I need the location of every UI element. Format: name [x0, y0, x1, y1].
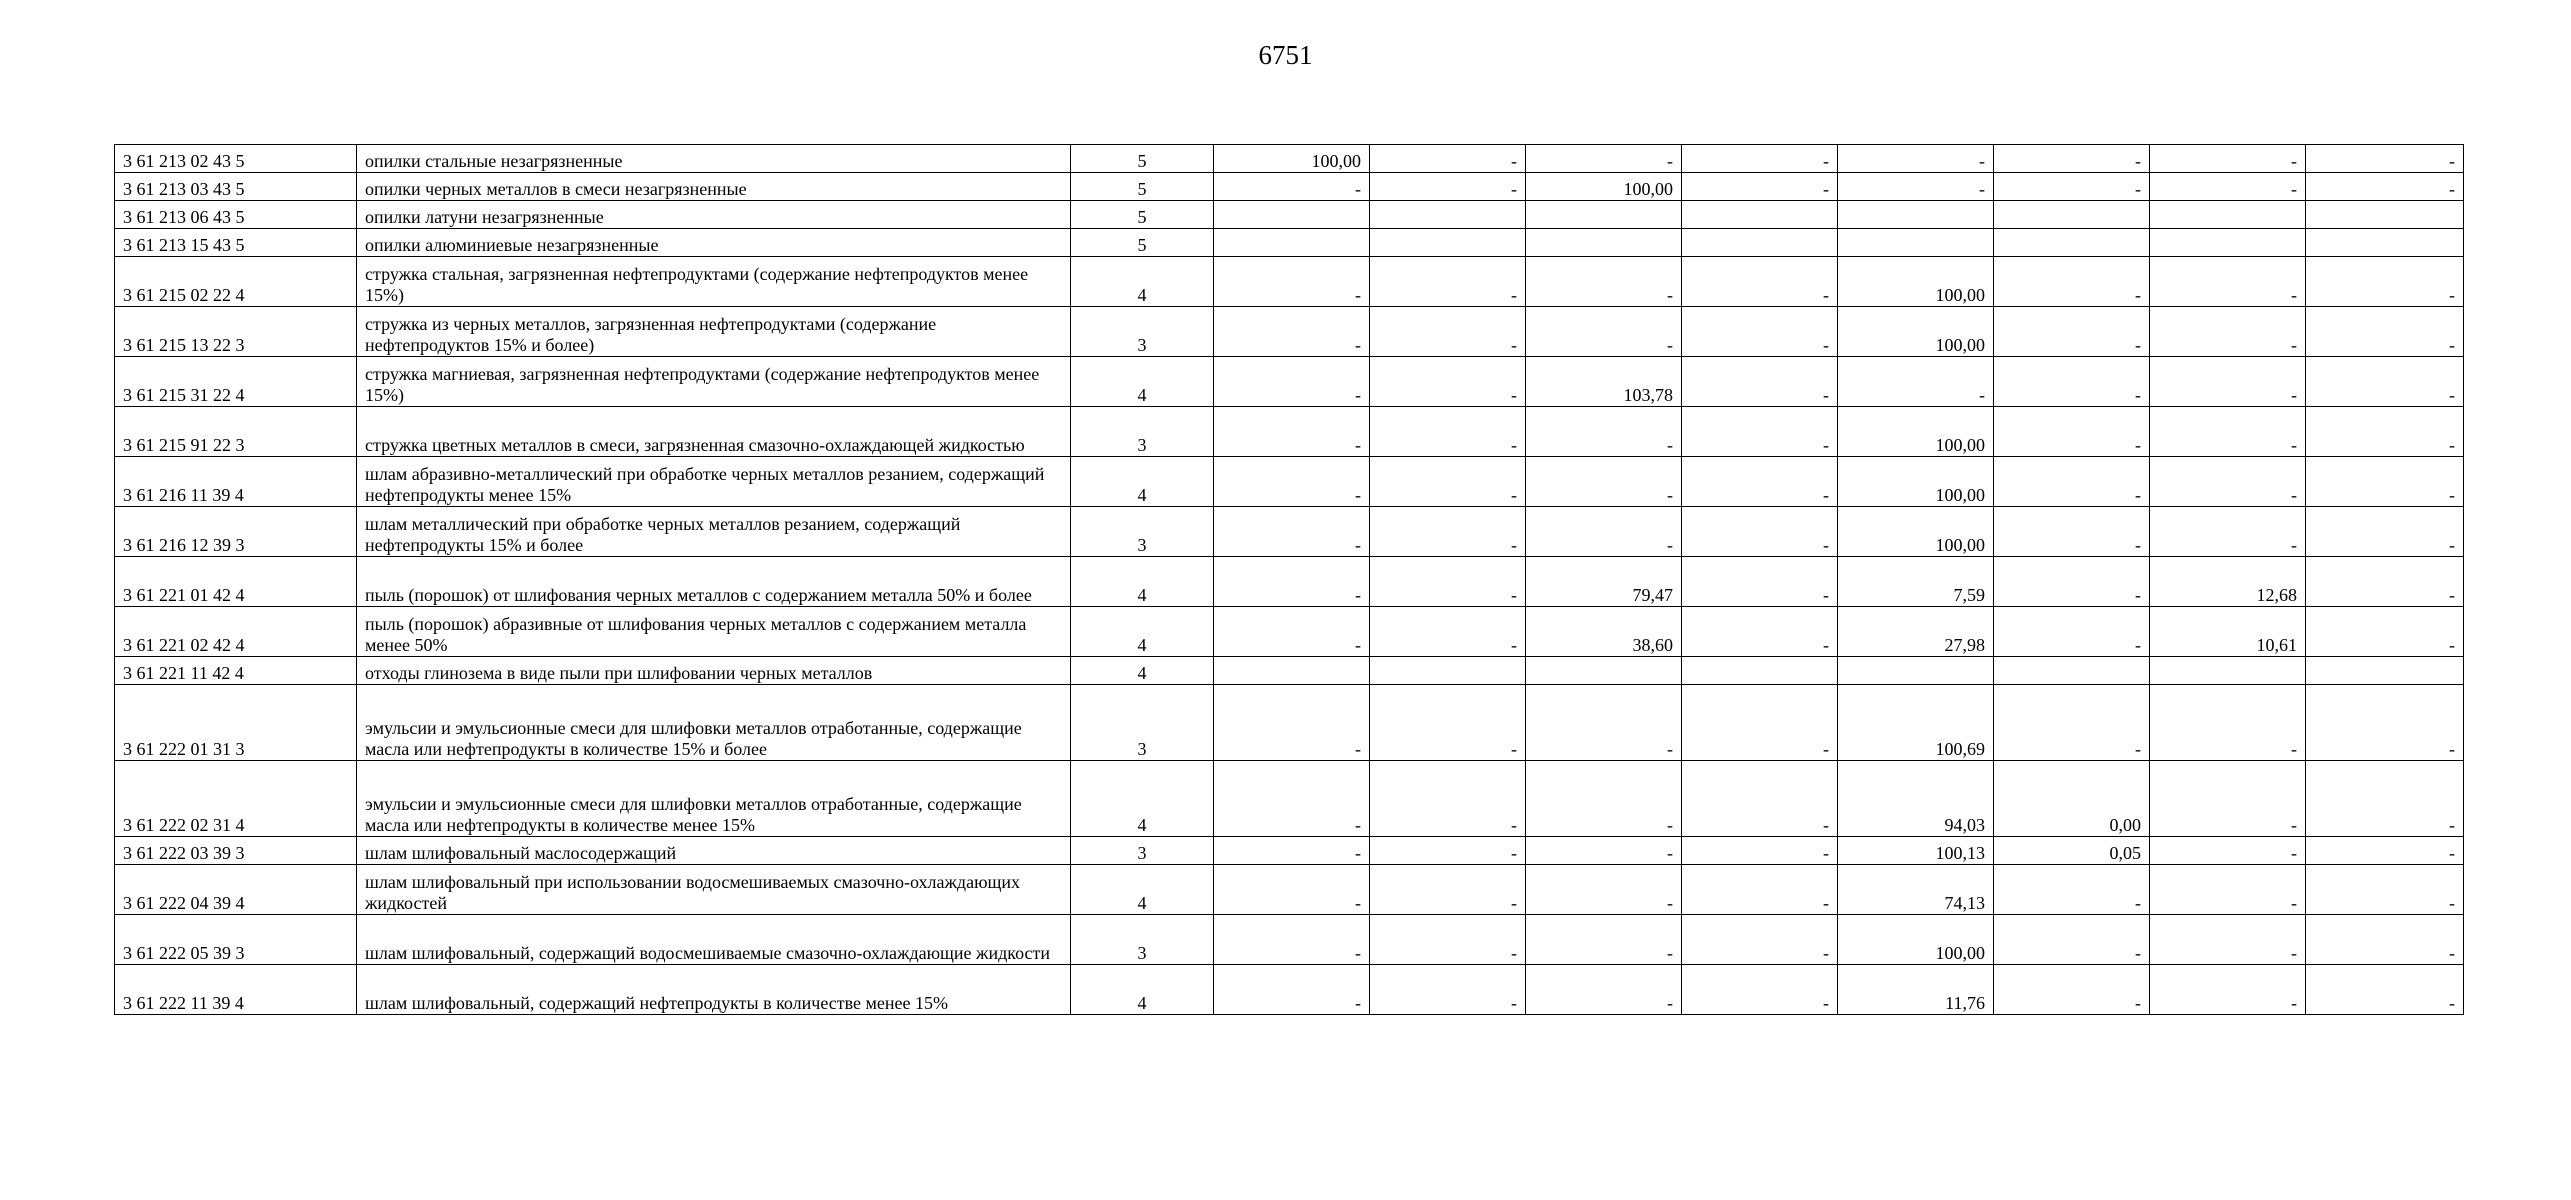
table-row	[115, 761, 2464, 837]
waste-name-cell: стружка из черных металлов, загрязненная нефтепродуктами (содержание нефтепродуктов 15% и более)	[357, 307, 1071, 357]
value-cell: -	[1370, 407, 1526, 457]
value-cell: -	[1526, 145, 1682, 173]
waste-code-cell: 3 61 221 01 42 4	[115, 557, 357, 607]
hazard-class-cell: 3	[1071, 915, 1214, 965]
hazard-class-cell: 4	[1071, 761, 1214, 837]
waste-code-cell: 3 61 222 05 39 3	[115, 915, 357, 965]
value-cell: -	[1526, 457, 1682, 507]
hazard-class-cell: 4	[1071, 965, 1214, 1015]
value-cell	[2306, 229, 2464, 257]
waste-name-cell: опилки алюминиевые незагрязненные	[357, 229, 1071, 257]
value-cell: -	[1682, 837, 1838, 865]
waste-code-cell: 3 61 213 15 43 5	[115, 229, 357, 257]
value-cell: -	[1994, 357, 2150, 407]
waste-code-cell: 3 61 222 03 39 3	[115, 837, 357, 865]
table-row	[115, 307, 2464, 357]
waste-name-cell: опилки черных металлов в смеси незагрязненные	[357, 173, 1071, 201]
value-cell: -	[1994, 507, 2150, 557]
value-cell: -	[1214, 865, 1370, 915]
waste-name-cell: стружка магниевая, загрязненная нефтепродуктами (содержание нефтепродуктов менее 15%)	[357, 357, 1071, 407]
value-cell: -	[1682, 685, 1838, 761]
value-cell: -	[1370, 557, 1526, 607]
value-cell	[2306, 657, 2464, 685]
waste-code-cell: 3 61 215 31 22 4	[115, 357, 357, 407]
value-cell: -	[2150, 761, 2306, 837]
value-cell: -	[2306, 685, 2464, 761]
table-row	[115, 145, 2464, 173]
waste-code-cell: 3 61 216 12 39 3	[115, 507, 357, 557]
value-cell: -	[2306, 865, 2464, 915]
waste-name-cell: шлам шлифовальный, содержащий водосмешиваемые смазочно-охлаждающие жидкости	[357, 915, 1071, 965]
value-cell: -	[1994, 257, 2150, 307]
value-cell	[1370, 201, 1526, 229]
waste-name-cell: шлам шлифовальный при использовании водосмешиваемых смазочно-охлаждающих жидкостей	[357, 865, 1071, 915]
hazard-class-cell: 5	[1071, 145, 1214, 173]
value-cell: -	[1370, 257, 1526, 307]
value-cell	[2150, 201, 2306, 229]
table-row	[115, 915, 2464, 965]
table-row	[115, 407, 2464, 457]
value-cell: -	[1214, 685, 1370, 761]
value-cell: -	[1214, 357, 1370, 407]
value-cell: -	[1526, 837, 1682, 865]
value-cell: -	[2150, 915, 2306, 965]
value-cell: -	[1214, 257, 1370, 307]
value-cell: -	[1994, 915, 2150, 965]
value-cell: -	[1370, 507, 1526, 557]
value-cell: -	[2306, 507, 2464, 557]
hazard-class-cell: 3	[1071, 685, 1214, 761]
value-cell: -	[1526, 865, 1682, 915]
value-cell: -	[2150, 837, 2306, 865]
hazard-class-cell: 4	[1071, 865, 1214, 915]
value-cell: -	[1682, 607, 1838, 657]
value-cell: -	[1370, 457, 1526, 507]
value-cell: -	[1994, 865, 2150, 915]
value-cell: -	[2306, 257, 2464, 307]
value-cell: -	[1526, 407, 1682, 457]
value-cell: -	[1370, 761, 1526, 837]
value-cell: -	[1682, 307, 1838, 357]
waste-name-cell: эмульсии и эмульсионные смеси для шлифовки металлов отработанные, содержащие масла или нефтепродукты в количестве менее 15%	[357, 761, 1071, 837]
value-cell: -	[1682, 173, 1838, 201]
hazard-class-cell: 4	[1071, 657, 1214, 685]
value-cell: -	[1838, 145, 1994, 173]
value-cell	[1994, 229, 2150, 257]
value-cell: -	[1214, 761, 1370, 837]
waste-name-cell: шлам шлифовальный, содержащий нефтепродукты в количестве менее 15%	[357, 965, 1071, 1015]
value-cell	[1214, 201, 1370, 229]
hazard-class-cell: 3	[1071, 307, 1214, 357]
value-cell: -	[1370, 837, 1526, 865]
value-cell: -	[2306, 837, 2464, 865]
value-cell: 12,68	[2150, 557, 2306, 607]
value-cell: 100,00	[1838, 457, 1994, 507]
value-cell: -	[2150, 307, 2306, 357]
value-cell: -	[1994, 557, 2150, 607]
waste-name-cell: опилки латуни незагрязненные	[357, 201, 1071, 229]
value-cell: -	[2306, 145, 2464, 173]
table-row	[115, 657, 2464, 685]
hazard-class-cell: 4	[1071, 607, 1214, 657]
value-cell: -	[1994, 685, 2150, 761]
value-cell	[1370, 657, 1526, 685]
value-cell: -	[1214, 307, 1370, 357]
value-cell: -	[1370, 307, 1526, 357]
hazard-class-cell: 4	[1071, 357, 1214, 407]
value-cell: -	[1682, 557, 1838, 607]
table-row	[115, 229, 2464, 257]
value-cell: 100,00	[1838, 407, 1994, 457]
value-cell: 100,13	[1838, 837, 1994, 865]
value-cell: -	[1994, 307, 2150, 357]
value-cell: -	[2306, 761, 2464, 837]
value-cell	[1214, 657, 1370, 685]
value-cell: 7,59	[1838, 557, 1994, 607]
hazard-class-cell: 5	[1071, 229, 1214, 257]
waste-table	[114, 144, 2464, 1015]
value-cell	[1682, 657, 1838, 685]
value-cell: -	[1838, 173, 1994, 201]
value-cell: -	[1526, 761, 1682, 837]
value-cell	[1682, 229, 1838, 257]
value-cell: -	[1682, 145, 1838, 173]
waste-code-cell: 3 61 213 06 43 5	[115, 201, 357, 229]
value-cell: 38,60	[1526, 607, 1682, 657]
value-cell	[1526, 657, 1682, 685]
value-cell: 103,78	[1526, 357, 1682, 407]
value-cell	[2150, 229, 2306, 257]
waste-name-cell: отходы глинозема в виде пыли при шлифовании черных металлов	[357, 657, 1071, 685]
value-cell: -	[2306, 607, 2464, 657]
value-cell: -	[1370, 145, 1526, 173]
waste-table-body	[115, 145, 2464, 1015]
value-cell: -	[1526, 685, 1682, 761]
value-cell	[1994, 657, 2150, 685]
waste-name-cell: опилки стальные незагрязненные	[357, 145, 1071, 173]
value-cell	[1994, 201, 2150, 229]
waste-name-cell: шлам металлический при обработке черных металлов резанием, содержащий нефтепродукты 15% и более	[357, 507, 1071, 557]
waste-code-cell: 3 61 215 91 22 3	[115, 407, 357, 457]
value-cell	[1838, 229, 1994, 257]
value-cell: -	[1682, 965, 1838, 1015]
value-cell: -	[1994, 965, 2150, 1015]
value-cell: -	[1214, 965, 1370, 1015]
value-cell: -	[1994, 607, 2150, 657]
value-cell: -	[1370, 607, 1526, 657]
value-cell	[1838, 201, 1994, 229]
waste-name-cell: стружка стальная, загрязненная нефтепродуктами (содержание нефтепродуктов менее 15%)	[357, 257, 1071, 307]
value-cell: -	[1994, 407, 2150, 457]
waste-code-cell: 3 61 222 02 31 4	[115, 761, 357, 837]
waste-code-cell: 3 61 222 11 39 4	[115, 965, 357, 1015]
waste-name-cell: пыль (порошок) от шлифования черных металлов с содержанием металла 50% и более	[357, 557, 1071, 607]
value-cell: -	[2306, 457, 2464, 507]
waste-code-cell: 3 61 222 01 31 3	[115, 685, 357, 761]
table-row	[115, 507, 2464, 557]
value-cell: 100,69	[1838, 685, 1994, 761]
hazard-class-cell: 4	[1071, 557, 1214, 607]
value-cell: 100,00	[1838, 307, 1994, 357]
value-cell: -	[1682, 761, 1838, 837]
value-cell: -	[1526, 965, 1682, 1015]
table-row	[115, 837, 2464, 865]
value-cell: -	[2150, 357, 2306, 407]
waste-name-cell: пыль (порошок) абразивные от шлифования черных металлов с содержанием металла менее 50%	[357, 607, 1071, 657]
value-cell: -	[2150, 257, 2306, 307]
value-cell: 27,98	[1838, 607, 1994, 657]
value-cell: -	[1526, 257, 1682, 307]
table-row	[115, 173, 2464, 201]
waste-code-cell: 3 61 221 02 42 4	[115, 607, 357, 657]
value-cell: 100,00	[1838, 257, 1994, 307]
waste-code-cell: 3 61 221 11 42 4	[115, 657, 357, 685]
value-cell: 100,00	[1838, 915, 1994, 965]
value-cell: -	[1994, 457, 2150, 507]
table-row	[115, 607, 2464, 657]
value-cell: -	[2150, 407, 2306, 457]
value-cell: -	[2150, 145, 2306, 173]
value-cell: -	[1370, 685, 1526, 761]
value-cell: -	[1214, 173, 1370, 201]
value-cell: -	[2150, 685, 2306, 761]
waste-code-cell: 3 61 222 04 39 4	[115, 865, 357, 915]
hazard-class-cell: 5	[1071, 201, 1214, 229]
hazard-class-cell: 3	[1071, 407, 1214, 457]
table-row	[115, 457, 2464, 507]
value-cell: -	[1214, 607, 1370, 657]
table-row	[115, 257, 2464, 307]
value-cell: -	[2306, 965, 2464, 1015]
value-cell: -	[1370, 965, 1526, 1015]
value-cell: 0,00	[1994, 761, 2150, 837]
value-cell	[1682, 201, 1838, 229]
value-cell: -	[1214, 457, 1370, 507]
value-cell	[1214, 229, 1370, 257]
value-cell: 11,76	[1838, 965, 1994, 1015]
waste-name-cell: шлам абразивно-металлический при обработке черных металлов резанием, содержащий нефтепродукты менее 15%	[357, 457, 1071, 507]
value-cell: -	[1994, 173, 2150, 201]
value-cell: -	[1994, 145, 2150, 173]
value-cell: -	[1370, 915, 1526, 965]
value-cell: -	[1682, 457, 1838, 507]
value-cell: 94,03	[1838, 761, 1994, 837]
table-row	[115, 557, 2464, 607]
value-cell	[1526, 229, 1682, 257]
page-number: 6751	[1258, 40, 1313, 70]
value-cell: -	[2150, 507, 2306, 557]
value-cell: -	[2306, 173, 2464, 201]
value-cell	[1838, 657, 1994, 685]
table-row	[115, 965, 2464, 1015]
value-cell: -	[1214, 557, 1370, 607]
value-cell: -	[2150, 965, 2306, 1015]
value-cell	[2150, 657, 2306, 685]
waste-name-cell: стружка цветных металлов в смеси, загрязненная смазочно-охлаждающей жидкостью	[357, 407, 1071, 457]
waste-code-cell: 3 61 213 03 43 5	[115, 173, 357, 201]
value-cell: -	[1370, 173, 1526, 201]
value-cell: -	[2306, 307, 2464, 357]
value-cell	[1526, 201, 1682, 229]
value-cell: 10,61	[2150, 607, 2306, 657]
value-cell	[1370, 229, 1526, 257]
waste-code-cell: 3 61 215 02 22 4	[115, 257, 357, 307]
value-cell: -	[1682, 865, 1838, 915]
hazard-class-cell: 3	[1071, 507, 1214, 557]
value-cell: -	[1682, 357, 1838, 407]
value-cell: 79,47	[1526, 557, 1682, 607]
table-row	[115, 685, 2464, 761]
waste-name-cell: шлам шлифовальный маслосодержащий	[357, 837, 1071, 865]
value-cell: -	[1526, 507, 1682, 557]
value-cell: -	[1682, 915, 1838, 965]
table-row	[115, 865, 2464, 915]
value-cell: -	[2306, 557, 2464, 607]
value-cell: -	[1682, 257, 1838, 307]
value-cell: 100,00	[1838, 507, 1994, 557]
waste-code-cell: 3 61 215 13 22 3	[115, 307, 357, 357]
value-cell: -	[1526, 307, 1682, 357]
value-cell: -	[1214, 837, 1370, 865]
hazard-class-cell: 5	[1071, 173, 1214, 201]
hazard-class-cell: 3	[1071, 837, 1214, 865]
waste-code-cell: 3 61 216 11 39 4	[115, 457, 357, 507]
value-cell: -	[1526, 915, 1682, 965]
value-cell: -	[1370, 357, 1526, 407]
value-cell: 74,13	[1838, 865, 1994, 915]
value-cell: -	[2306, 357, 2464, 407]
value-cell: -	[2150, 173, 2306, 201]
value-cell: -	[2150, 865, 2306, 915]
value-cell: -	[2306, 407, 2464, 457]
value-cell: -	[1682, 407, 1838, 457]
value-cell: -	[1370, 865, 1526, 915]
value-cell	[2306, 201, 2464, 229]
waste-code-cell: 3 61 213 02 43 5	[115, 145, 357, 173]
value-cell: -	[1214, 915, 1370, 965]
value-cell: -	[1214, 507, 1370, 557]
value-cell: -	[1838, 357, 1994, 407]
waste-name-cell: эмульсии и эмульсионные смеси для шлифовки металлов отработанные, содержащие масла или нефтепродукты в количестве 15% и более	[357, 685, 1071, 761]
table-row	[115, 357, 2464, 407]
value-cell: 100,00	[1526, 173, 1682, 201]
hazard-class-cell: 4	[1071, 457, 1214, 507]
value-cell: -	[2306, 915, 2464, 965]
hazard-class-cell: 4	[1071, 257, 1214, 307]
value-cell: -	[2150, 457, 2306, 507]
table-row	[115, 201, 2464, 229]
value-cell: -	[1214, 407, 1370, 457]
value-cell: 0,05	[1994, 837, 2150, 865]
value-cell: 100,00	[1214, 145, 1370, 173]
value-cell: -	[1682, 507, 1838, 557]
